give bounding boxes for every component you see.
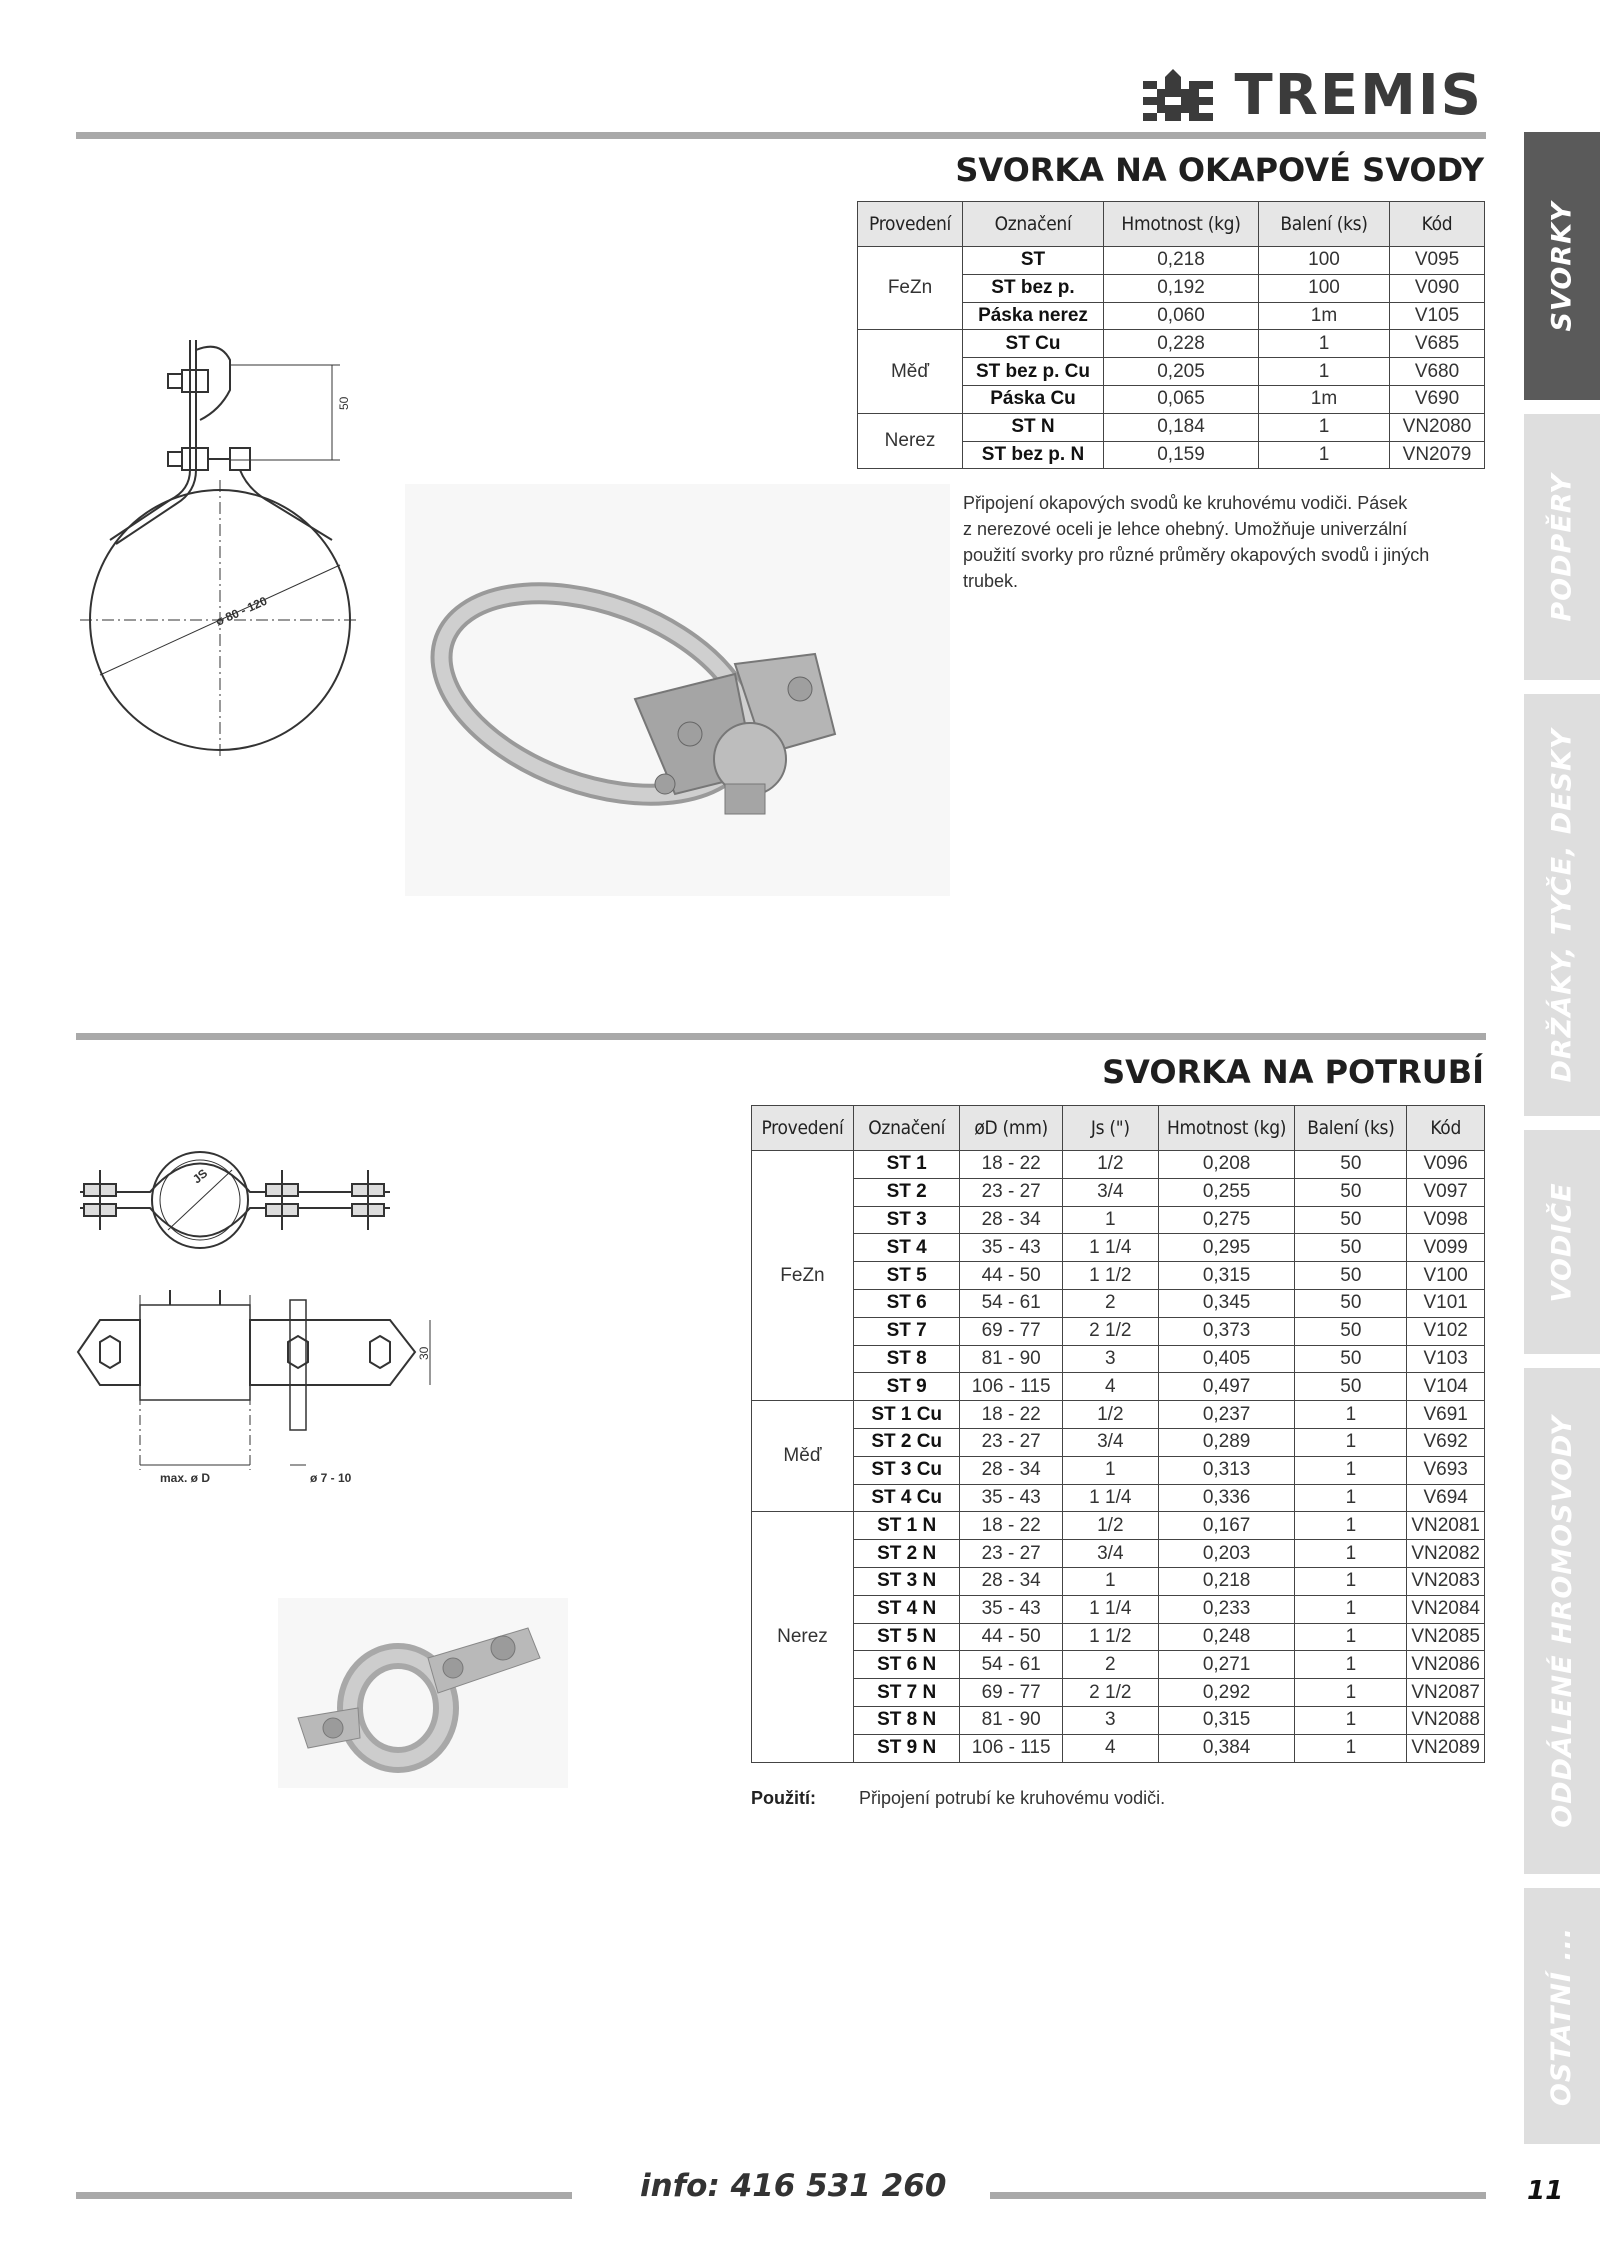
dim-height-label: 50: [337, 396, 351, 410]
js-cell: 1: [1062, 1456, 1158, 1484]
code-cell: VN2086: [1407, 1651, 1485, 1679]
brand-logo: [1135, 62, 1483, 128]
name-cell: ST Cu: [963, 330, 1104, 358]
name-cell: ST 1 N: [853, 1512, 960, 1540]
usage-line: z nerezové oceli je lehce ohebný. Umožňuje univerzální: [963, 519, 1408, 539]
tab-drzaky[interactable]: [1524, 694, 1600, 1116]
js-cell: 3: [1062, 1345, 1158, 1373]
pack-cell: 1m: [1259, 302, 1390, 330]
table-row: [752, 1345, 1485, 1373]
usage-line: použití svorky pro různé průměry okapových svodů i jiných: [963, 545, 1430, 565]
col-header: Hmotnost (kg): [1158, 1106, 1295, 1151]
js-cell: 3/4: [1062, 1540, 1158, 1568]
code-cell: VN2083: [1407, 1567, 1485, 1595]
name-cell: Páska nerez: [963, 302, 1104, 330]
weight-cell: 0,167: [1158, 1512, 1295, 1540]
d-cell: 81 - 90: [960, 1345, 1062, 1373]
gutter-clamp-drawing: [70, 330, 370, 770]
weight-cell: 0,218: [1158, 1567, 1295, 1595]
js-cell: 2 1/2: [1062, 1317, 1158, 1345]
table-row: [752, 1734, 1485, 1762]
name-cell: ST bez p. N: [963, 441, 1104, 469]
table-row: [752, 1206, 1485, 1234]
weight-cell: 0,289: [1158, 1428, 1295, 1456]
section2-title: SVORKA NA POTRUBÍ: [1102, 1053, 1484, 1091]
d-cell: 81 - 90: [960, 1706, 1062, 1734]
d-cell: 23 - 27: [960, 1428, 1062, 1456]
gutter-clamp-photo: [405, 484, 950, 896]
pack-cell: 1: [1259, 358, 1390, 386]
js-cell: 1/2: [1062, 1512, 1158, 1540]
weight-cell: 0,255: [1158, 1178, 1295, 1206]
weight-cell: 0,497: [1158, 1373, 1295, 1401]
pack-cell: 1: [1295, 1595, 1407, 1623]
tab-label: OSTATNÍ ...: [1546, 1926, 1578, 2106]
section2-usage: [751, 1785, 1491, 1815]
name-cell: ST 6 N: [853, 1651, 960, 1679]
pack-cell: 50: [1295, 1262, 1407, 1290]
tab-label: PODPĚRY: [1546, 472, 1578, 622]
weight-cell: 0,218: [1104, 247, 1259, 275]
dim-bolt-label: ø 7 - 10: [310, 1471, 352, 1485]
d-cell: 69 - 77: [960, 1317, 1062, 1345]
table-row: [752, 1428, 1485, 1456]
table-row: [752, 1567, 1485, 1595]
usage-text: Připojení potrubí ke kruhovému vodiči.: [859, 1788, 1166, 1808]
group-cell: Nerez: [858, 413, 963, 469]
pack-cell: 1: [1295, 1679, 1407, 1707]
table-row: [858, 330, 1485, 358]
weight-cell: 0,315: [1158, 1706, 1295, 1734]
d-cell: 44 - 50: [960, 1262, 1062, 1290]
weight-cell: 0,313: [1158, 1456, 1295, 1484]
name-cell: ST 1: [853, 1151, 960, 1179]
group-cell: Nerez: [752, 1512, 854, 1762]
d-cell: 28 - 34: [960, 1206, 1062, 1234]
weight-cell: 0,275: [1158, 1206, 1295, 1234]
usage-label: Použití:: [751, 1788, 816, 1808]
weight-cell: 0,295: [1158, 1234, 1295, 1262]
table-row: [752, 1540, 1485, 1568]
pack-cell: 50: [1295, 1289, 1407, 1317]
name-cell: ST 3: [853, 1206, 960, 1234]
name-cell: ST 9 N: [853, 1734, 960, 1762]
table-row: [752, 1512, 1485, 1540]
col-header: Balení (ks): [1295, 1106, 1407, 1151]
pack-cell: 50: [1295, 1373, 1407, 1401]
name-cell: ST 8 N: [853, 1706, 960, 1734]
tab-podpery[interactable]: [1524, 414, 1600, 680]
weight-cell: 0,292: [1158, 1679, 1295, 1707]
weight-cell: 0,192: [1104, 274, 1259, 302]
code-cell: V100: [1407, 1262, 1485, 1290]
table-row: [752, 1151, 1485, 1179]
d-cell: 54 - 61: [960, 1651, 1062, 1679]
d-cell: 35 - 43: [960, 1484, 1062, 1512]
group-cell: FeZn: [752, 1151, 854, 1401]
header-rule: [76, 132, 1486, 139]
name-cell: ST bez p.: [963, 274, 1104, 302]
weight-cell: 0,373: [1158, 1317, 1295, 1345]
name-cell: ST 2: [853, 1178, 960, 1206]
weight-cell: 0,065: [1104, 385, 1259, 413]
pack-cell: 50: [1295, 1206, 1407, 1234]
weight-cell: 0,336: [1158, 1484, 1295, 1512]
weight-cell: 0,384: [1158, 1734, 1295, 1762]
col-header: Provedení: [752, 1106, 854, 1151]
weight-cell: 0,208: [1158, 1151, 1295, 1179]
clamp-band-image: [405, 484, 950, 896]
tab-label: VODIČE: [1546, 1181, 1578, 1303]
tab-ostatni[interactable]: [1524, 1888, 1600, 2144]
pack-cell: 1: [1295, 1567, 1407, 1595]
d-cell: 54 - 61: [960, 1289, 1062, 1317]
table-row: [752, 1373, 1485, 1401]
table-row: [752, 1262, 1485, 1290]
js-cell: 1 1/4: [1062, 1595, 1158, 1623]
pack-cell: 1: [1259, 330, 1390, 358]
group-cell: Měď: [752, 1401, 854, 1512]
pack-cell: 50: [1295, 1345, 1407, 1373]
col-header: Hmotnost (kg): [1104, 202, 1259, 247]
d-cell: 35 - 43: [960, 1234, 1062, 1262]
pack-cell: 1: [1295, 1401, 1407, 1429]
weight-cell: 0,203: [1158, 1540, 1295, 1568]
col-header: Provedení: [858, 202, 963, 247]
code-cell: VN2088: [1407, 1706, 1485, 1734]
name-cell: ST 3 N: [853, 1567, 960, 1595]
name-cell: ST bez p. Cu: [963, 358, 1104, 386]
pack-cell: 1: [1295, 1456, 1407, 1484]
pack-cell: 100: [1259, 274, 1390, 302]
d-cell: 18 - 22: [960, 1151, 1062, 1179]
pipe-clamp-photo: [278, 1598, 568, 1788]
usage-line: trubek.: [963, 571, 1019, 591]
section1-usage: [857, 490, 1497, 600]
dim-maxd-label: max. ø D: [160, 1471, 211, 1485]
name-cell: ST 2 N: [853, 1540, 960, 1568]
code-cell: VN2085: [1407, 1623, 1485, 1651]
table-row: [752, 1289, 1485, 1317]
weight-cell: 0,159: [1104, 441, 1259, 469]
table-row: [752, 1595, 1485, 1623]
pack-cell: 100: [1259, 247, 1390, 275]
footer-rule-left: [76, 2192, 572, 2199]
col-header: Balení (ks): [1259, 202, 1390, 247]
pack-cell: 1: [1259, 413, 1390, 441]
pack-cell: 1: [1295, 1484, 1407, 1512]
col-header: øD (mm): [960, 1106, 1062, 1151]
pack-cell: 1: [1259, 441, 1390, 469]
code-cell: V098: [1407, 1206, 1485, 1234]
d-cell: 23 - 27: [960, 1540, 1062, 1568]
js-cell: 1/2: [1062, 1401, 1158, 1429]
d-cell: 44 - 50: [960, 1623, 1062, 1651]
code-cell: V105: [1390, 302, 1485, 330]
weight-cell: 0,248: [1158, 1623, 1295, 1651]
code-cell: VN2080: [1390, 413, 1485, 441]
code-cell: V691: [1407, 1401, 1485, 1429]
tab-svorky[interactable]: [1524, 132, 1600, 400]
group-cell: FeZn: [858, 247, 963, 330]
tab-oddalene-hromosvody[interactable]: [1524, 1368, 1600, 1874]
weight-cell: 0,405: [1158, 1345, 1295, 1373]
d-cell: 18 - 22: [960, 1401, 1062, 1429]
weight-cell: 0,184: [1104, 413, 1259, 441]
col-header: Js ("): [1062, 1106, 1158, 1151]
table-row: [752, 1178, 1485, 1206]
name-cell: ST 7: [853, 1317, 960, 1345]
js-cell: 1/2: [1062, 1151, 1158, 1179]
d-cell: 18 - 22: [960, 1512, 1062, 1540]
tab-label: DRŽÁKY, TYČE, DESKY: [1546, 727, 1578, 1083]
footer-info: info: 416 531 260: [640, 2168, 947, 2204]
code-cell: V101: [1407, 1289, 1485, 1317]
js-cell: 4: [1062, 1734, 1158, 1762]
name-cell: ST 7 N: [853, 1679, 960, 1707]
pack-cell: 1m: [1259, 385, 1390, 413]
code-cell: V104: [1407, 1373, 1485, 1401]
name-cell: ST 1 Cu: [853, 1401, 960, 1429]
code-cell: V103: [1407, 1345, 1485, 1373]
js-cell: 1 1/4: [1062, 1484, 1158, 1512]
name-cell: ST 4 Cu: [853, 1484, 960, 1512]
code-cell: VN2087: [1407, 1679, 1485, 1707]
weight-cell: 0,271: [1158, 1651, 1295, 1679]
section1-title: SVORKA NA OKAPOVÉ SVODY: [955, 151, 1484, 189]
d-cell: 28 - 34: [960, 1567, 1062, 1595]
weight-cell: 0,315: [1158, 1262, 1295, 1290]
pack-cell: 1: [1295, 1651, 1407, 1679]
code-cell: V102: [1407, 1317, 1485, 1345]
name-cell: ST: [963, 247, 1104, 275]
pack-cell: 1: [1295, 1428, 1407, 1456]
section-rule: [76, 1033, 1486, 1040]
weight-cell: 0,233: [1158, 1595, 1295, 1623]
table-row: [752, 1456, 1485, 1484]
name-cell: Páska Cu: [963, 385, 1104, 413]
pack-cell: 1: [1295, 1734, 1407, 1762]
table-row: [752, 1234, 1485, 1262]
pack-cell: 1: [1295, 1623, 1407, 1651]
d-cell: 106 - 115: [960, 1373, 1062, 1401]
js-cell: 1 1/2: [1062, 1262, 1158, 1290]
weight-cell: 0,237: [1158, 1401, 1295, 1429]
js-cell: 1: [1062, 1206, 1158, 1234]
code-cell: VN2089: [1407, 1734, 1485, 1762]
table-row: [858, 247, 1485, 275]
weight-cell: 0,228: [1104, 330, 1259, 358]
js-cell: 2: [1062, 1289, 1158, 1317]
table-row: [752, 1317, 1485, 1345]
js-cell: 1 1/2: [1062, 1623, 1158, 1651]
d-cell: 69 - 77: [960, 1679, 1062, 1707]
weight-cell: 0,345: [1158, 1289, 1295, 1317]
table-row: [752, 1623, 1485, 1651]
pack-cell: 50: [1295, 1151, 1407, 1179]
section1-table: [857, 201, 1485, 469]
col-header: Kód: [1407, 1106, 1485, 1151]
code-cell: V690: [1390, 385, 1485, 413]
d-cell: 106 - 115: [960, 1734, 1062, 1762]
js-cell: 3: [1062, 1706, 1158, 1734]
js-cell: 4: [1062, 1373, 1158, 1401]
footer-rule-right: [990, 2192, 1486, 2199]
code-cell: VN2081: [1407, 1512, 1485, 1540]
table-row: [752, 1401, 1485, 1429]
weight-cell: 0,205: [1104, 358, 1259, 386]
js-cell: 3/4: [1062, 1428, 1158, 1456]
col-header: Označení: [963, 202, 1104, 247]
weight-cell: 0,060: [1104, 302, 1259, 330]
d-cell: 28 - 34: [960, 1456, 1062, 1484]
code-cell: V090: [1390, 274, 1485, 302]
code-cell: V685: [1390, 330, 1485, 358]
col-header: Kód: [1390, 202, 1485, 247]
section2-table: [751, 1105, 1485, 1763]
table-row: [752, 1679, 1485, 1707]
code-cell: VN2079: [1390, 441, 1485, 469]
name-cell: ST 4 N: [853, 1595, 960, 1623]
js-cell: 2 1/2: [1062, 1679, 1158, 1707]
name-cell: ST 2 Cu: [853, 1428, 960, 1456]
name-cell: ST N: [963, 413, 1104, 441]
pack-cell: 50: [1295, 1317, 1407, 1345]
code-cell: VN2082: [1407, 1540, 1485, 1568]
code-cell: VN2084: [1407, 1595, 1485, 1623]
page-number: 11: [1527, 2176, 1564, 2206]
code-cell: V693: [1407, 1456, 1485, 1484]
pack-cell: 1: [1295, 1706, 1407, 1734]
table-row: [858, 413, 1485, 441]
js-cell: 1 1/4: [1062, 1234, 1158, 1262]
js-cell: 2: [1062, 1651, 1158, 1679]
pack-cell: 1: [1295, 1540, 1407, 1568]
group-cell: Měď: [858, 330, 963, 413]
name-cell: ST 5: [853, 1262, 960, 1290]
brand-name: TREMIS: [1234, 62, 1483, 128]
js-cell: 3/4: [1062, 1178, 1158, 1206]
table-row: [752, 1484, 1485, 1512]
pack-cell: 50: [1295, 1234, 1407, 1262]
tremis-logo-icon: [1135, 67, 1221, 123]
tab-label: ODDÁLENÉ HROMOSVODY: [1546, 1414, 1578, 1828]
pipe-clamp-image: [278, 1598, 568, 1788]
tab-vodice[interactable]: [1524, 1130, 1600, 1354]
dim-js-label: JS: [189, 1166, 211, 1187]
pack-cell: 1: [1295, 1512, 1407, 1540]
name-cell: ST 9: [853, 1373, 960, 1401]
code-cell: V680: [1390, 358, 1485, 386]
code-cell: V095: [1390, 247, 1485, 275]
code-cell: V099: [1407, 1234, 1485, 1262]
dim-height-label: 30: [417, 1346, 431, 1360]
code-cell: V694: [1407, 1484, 1485, 1512]
table-row: [752, 1651, 1485, 1679]
d-cell: 35 - 43: [960, 1595, 1062, 1623]
code-cell: V096: [1407, 1151, 1485, 1179]
name-cell: ST 6: [853, 1289, 960, 1317]
pack-cell: 50: [1295, 1178, 1407, 1206]
code-cell: V097: [1407, 1178, 1485, 1206]
d-cell: 23 - 27: [960, 1178, 1062, 1206]
name-cell: ST 4: [853, 1234, 960, 1262]
code-cell: V692: [1407, 1428, 1485, 1456]
name-cell: ST 5 N: [853, 1623, 960, 1651]
js-cell: 1: [1062, 1567, 1158, 1595]
name-cell: ST 8: [853, 1345, 960, 1373]
tab-label: SVORKY: [1546, 200, 1578, 332]
table-row: [752, 1706, 1485, 1734]
name-cell: ST 3 Cu: [853, 1456, 960, 1484]
dim-diameter-label: ø 80 - 120: [213, 593, 270, 629]
usage-line: Připojení okapových svodů ke kruhovému vodiči. Pásek: [963, 493, 1408, 513]
col-header: Označení: [853, 1106, 960, 1151]
pipe-clamp-drawing: [70, 1140, 450, 1500]
